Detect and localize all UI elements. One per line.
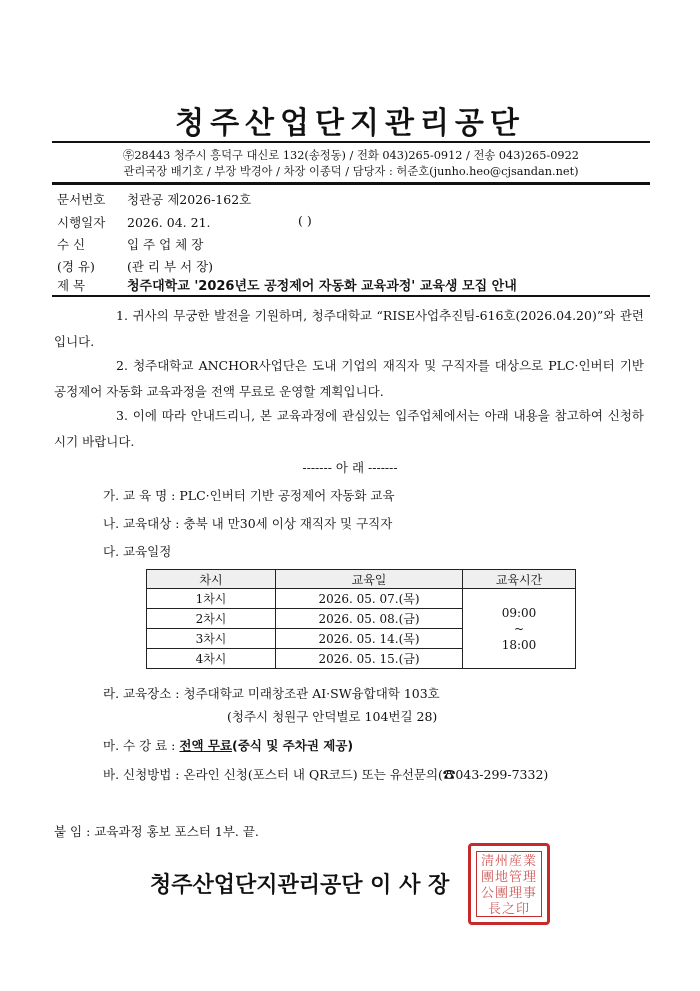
time-end: 18:00 xyxy=(501,637,537,652)
date-cell: 2026. 05. 07.(목) xyxy=(276,589,463,609)
session-cell: 3차시 xyxy=(147,629,276,649)
item-schedule-label: 다. 교육일정 xyxy=(103,544,172,559)
organization-title: 청주산업단지관리공단 xyxy=(175,106,525,141)
address-line: ㉾28443 청주시 흥덕구 대신로 132(송정동) / 전화 043)265-0912 / 전송 043)265-0922 xyxy=(123,149,579,162)
item-apply-method: 바. 신청방법 : 온라인 신청(포스터 내 QR코드) 또는 유선문의(☎043-299-7332) xyxy=(103,767,549,782)
doc-number-label: 문서번호 xyxy=(57,192,106,207)
date-cell: 2026. 05. 08.(금) xyxy=(276,609,463,629)
doc-number: 청관공 제2026-162호 xyxy=(127,192,252,207)
below-marker: ------- 아 래 ------- xyxy=(302,460,398,475)
table-row xyxy=(147,589,576,609)
time-separator: ~ xyxy=(513,621,525,636)
paragraph-2: 2. 청주대학교 ANCHOR사업단은 도내 기업의 재직자 및 구직자를 대상으로 PLC·인버터 기반 공정제어 자동화 교육과정을 전액 무료로 운영할 계획입니다. xyxy=(54,358,644,399)
attachment-line: 붙 임 : 교육과정 홍보 포스터 1부. 끝. xyxy=(54,824,259,839)
item-venue-address: (청주시 청원구 안덕벌로 104번길 28) xyxy=(227,709,438,724)
date-value: 2026. 04. 21. xyxy=(127,215,211,230)
paragraph-1: 1. 귀사의 무궁한 발전을 기원하며, 청주대학교 “RISE사업추진팀-616호(2026.04.20)”와 관련입니다. xyxy=(54,308,644,349)
header-time: 교육시간 xyxy=(463,570,576,589)
subject-row xyxy=(57,275,517,294)
date-row xyxy=(57,213,211,231)
header-date: 교육일 xyxy=(276,570,463,589)
schedule-table xyxy=(146,569,576,669)
session-cell: 2차시 xyxy=(147,609,276,629)
header-session: 차시 xyxy=(147,570,276,589)
date-cell: 2026. 05. 14.(목) xyxy=(276,629,463,649)
item-course-name: 가. 교 육 명 : PLC·인버터 기반 공정제어 자동화 교육 xyxy=(103,488,395,503)
meta-divider xyxy=(52,295,650,297)
date-paren: ( ) xyxy=(298,213,312,228)
time-cell xyxy=(463,589,576,669)
date-cell: 2026. 05. 15.(금) xyxy=(276,649,463,669)
doc-number-row xyxy=(57,190,251,208)
subject-label: 제 목 xyxy=(57,278,86,293)
staff-line: 관리국장 배기호 / 부장 박경아 / 차장 이종덕 / 담당자 : 허준호(junho.heo@cjsandan.net) xyxy=(123,165,579,178)
header-divider-bottom xyxy=(52,182,650,185)
fee-note: (중식 및 주차권 제공) xyxy=(232,738,354,753)
via-label: (경 유) xyxy=(57,259,95,274)
item-target: 나. 교육대상 : 충북 내 만30세 이상 재직자 및 구직자 xyxy=(103,516,393,531)
paragraph-3: 3. 이에 따라 안내드리니, 본 교육과정에 관심있는 입주업체에서는 아래 내용을 참고하여 신청하시기 바랍니다. xyxy=(54,408,644,449)
via: (관 리 부 서 장) xyxy=(127,259,214,274)
recipient: 입 주 업 체 장 xyxy=(127,237,204,252)
recipient-label: 수 신 xyxy=(57,237,86,252)
session-cell: 1차시 xyxy=(147,589,276,609)
date-label: 시행일자 xyxy=(57,215,106,230)
item-venue: 라. 교육장소 : 청주대학교 미래창조관 AI·SW융합대학 103호 xyxy=(103,686,440,701)
header-divider-top xyxy=(52,141,650,143)
time-start: 09:00 xyxy=(501,605,537,620)
seal-glyphs: 淸州産業 團地管理 公團理事 長之印 xyxy=(480,854,537,917)
official-seal-icon xyxy=(468,843,550,925)
recipient-row xyxy=(57,235,203,253)
via-row xyxy=(57,257,213,275)
session-cell: 4차시 xyxy=(147,649,276,669)
signature: 청주산업단지관리공단 이 사 장 xyxy=(150,873,450,898)
schedule-header-row xyxy=(147,570,576,589)
subject: 청주대학교 '2026년도 공정제어 자동화 교육과정' 교육생 모집 안내 xyxy=(127,279,517,294)
item-fee: 마. 수 강 료 : 전액 무료(중식 및 주차권 제공) xyxy=(103,738,354,753)
fee-free: 전액 무료 xyxy=(179,738,233,753)
